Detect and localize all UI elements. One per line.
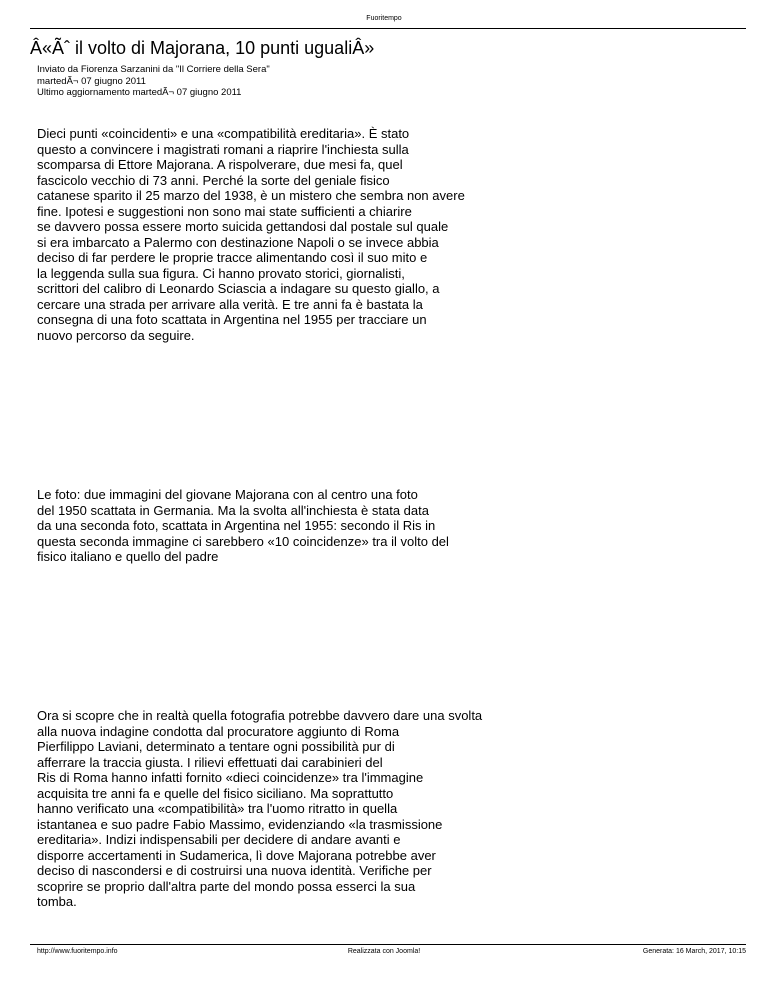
paragraph-line: ereditaria». Indizi indispensabili per decidere di andare avanti e	[37, 832, 401, 847]
paragraph-line: Le foto: due immagini del giovane Majorana con al centro una foto	[37, 487, 418, 502]
paragraph-line: scrittori del calibro di Leonardo Sciascia a indagare su questo giallo, a	[37, 281, 440, 296]
footer-credit: Realizzata con Joomla!	[347, 948, 421, 955]
paragraph-line: Dieci punti «coincidenti» e una «compatibilità ereditaria». È stato	[37, 126, 410, 141]
paragraph-line: consegna di una foto scattata in Argentina nel 1955 per tracciare un	[37, 312, 427, 327]
paragraph-line: afferrare la traccia giusta. I rilievi effettuati dai carabinieri del	[37, 754, 383, 770]
article-byline: Inviato da Fiorenza Sarzanini da "Il Corriere della Sera"	[37, 64, 270, 75]
site-name: Fuoritempo	[366, 15, 402, 22]
paragraph-line: scomparsa di Ettore Majorana. A rispolverare, due mesi fa, quel	[37, 157, 403, 172]
paragraph-line: cercare una strada per arrivare alla verità. E tre anni fa è bastata la	[37, 296, 423, 312]
article-paragraph-investigation	[37, 708, 482, 910]
article-title: Â«Ãˆ il volto di Majorana, 10 punti ugualiÂ»	[30, 38, 375, 58]
paragraph-line: questo a convincere i magistrati romani a riaprire l'inchiesta sulla	[37, 141, 409, 157]
paragraph-line: la leggenda sulla sua figura. Ci hanno provato storici, giornalisti,	[37, 265, 405, 281]
paragraph-line: fascicolo vecchio di 73 anni. Perché la sorte del geniale fisico	[37, 172, 390, 188]
article-paragraph-photo-caption	[37, 487, 449, 565]
header-divider	[30, 28, 746, 29]
paragraph-line: Pierfilippo Laviani, determinato a tentare ogni possibilità pur di	[37, 739, 395, 754]
paragraph-line: fisico italiano e quello del padre	[37, 549, 219, 564]
paragraph-line: del 1950 scattata in Germania. Ma la svolta all'inchiesta è stata data	[37, 502, 429, 518]
paragraph-line: hanno verificato una «compatibilità» tra l'uomo ritratto in quella	[37, 801, 398, 816]
footer-divider	[30, 944, 746, 945]
paragraph-line: alla nuova indagine condotta dal procuratore aggiunto di Roma	[37, 723, 400, 739]
paragraph-line: Ris di Roma hanno infatti fornito «dieci coincidenze» tra l'immagine	[37, 770, 424, 785]
paragraph-line: scoprire se proprio dall'altra parte del mondo possa esserci la sua	[37, 878, 416, 894]
paragraph-line: Ora si scopre che in realtà quella fotografia potrebbe davvero dare una svolta	[37, 708, 483, 723]
paragraph-line: si era imbarcato a Palermo con destinazione Napoli o se invece abbia	[37, 234, 439, 250]
footer-site-link[interactable]: http://www.fuoritempo.info	[37, 948, 118, 955]
paragraph-line: tomba.	[37, 894, 77, 909]
paragraph-line: deciso di nascondersi e di costruirsi una nuova identità. Verifiche per	[37, 863, 432, 878]
article-published-date: martedÃ¬ 07 giugno 2011	[37, 75, 146, 87]
paragraph-line: fine. Ipotesi e suggestioni non sono mai state sufficienti a chiarire	[37, 203, 412, 219]
article-paragraph-intro	[37, 126, 465, 343]
paragraph-line: nuovo percorso da seguire.	[37, 327, 195, 343]
article-updated-date: Ultimo aggiornamento martedÃ¬ 07 giugno 2011	[37, 87, 242, 98]
paragraph-line: questa seconda immagine ci sarebbero «10 coincidenze» tra il volto del	[37, 533, 449, 549]
paragraph-line: da una seconda foto, scattata in Argentina nel 1955: secondo il Ris in	[37, 518, 436, 533]
paragraph-line: disporre accertamenti in Sudamerica, lì dove Majorana potrebbe aver	[37, 847, 436, 863]
paragraph-line: istantanea e suo padre Fabio Massimo, evidenziando «la trasmissione	[37, 816, 443, 832]
paragraph-line: deciso di far perdere le proprie tracce alimentando così il suo mito e	[37, 250, 428, 265]
paragraph-line: acquisita tre anni fa e quelle del fisico siciliano. Ma soprattutto	[37, 785, 394, 801]
paragraph-line: catanese sparito il 25 marzo del 1938, è un mistero che sembra non avere	[37, 188, 465, 203]
paragraph-line: se davvero possa essere morto suicida gettandosi dal postale sul quale	[37, 219, 449, 234]
article-meta	[37, 64, 270, 99]
footer-generated-date: Generata: 16 March, 2017, 10:15	[642, 948, 746, 955]
